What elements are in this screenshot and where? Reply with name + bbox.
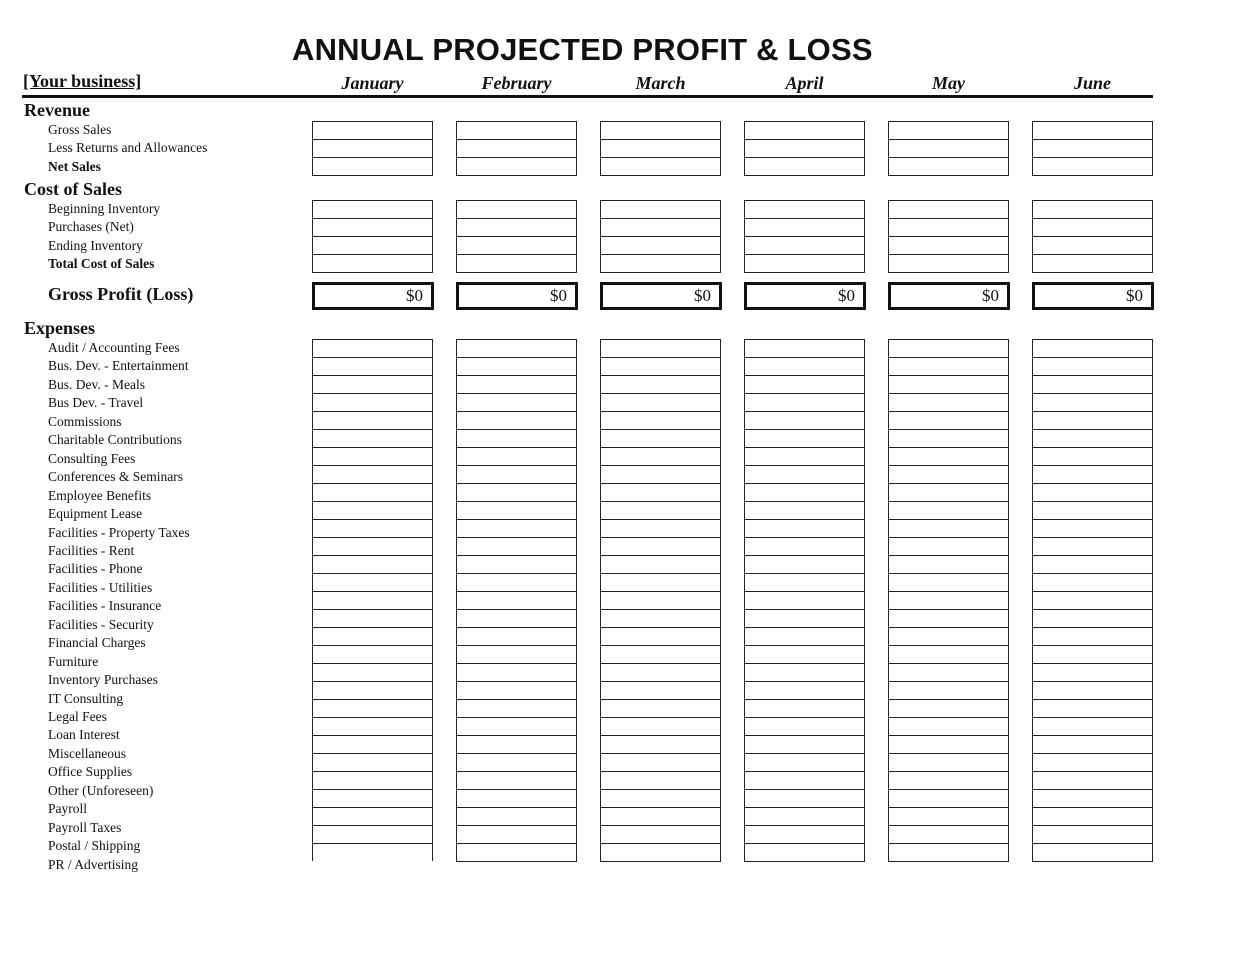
input-cell[interactable]	[1033, 237, 1152, 255]
cost-of-sales-box	[600, 200, 721, 273]
month-header-april: April	[785, 73, 824, 93]
input-cell[interactable]	[889, 394, 1008, 412]
row-label: Facilities - Security	[48, 616, 154, 632]
input-cell[interactable]	[313, 140, 432, 158]
input-cell[interactable]	[745, 466, 864, 484]
revenue-box	[312, 121, 433, 176]
input-cell[interactable]	[601, 736, 720, 754]
input-cell[interactable]	[889, 219, 1008, 237]
gross-profit-amount: $0	[694, 286, 711, 305]
input-cell[interactable]	[745, 700, 864, 718]
input-cell[interactable]	[457, 646, 576, 664]
section-expenses: Expenses	[24, 318, 96, 338]
input-cell[interactable]	[1033, 736, 1152, 754]
input-cell[interactable]	[1033, 844, 1152, 861]
input-cell[interactable]	[601, 412, 720, 430]
input-cell[interactable]	[889, 412, 1008, 430]
input-cell[interactable]	[1033, 646, 1152, 664]
input-cell[interactable]	[457, 538, 576, 556]
gross-profit-amount: $0	[838, 286, 855, 305]
input-cell[interactable]	[313, 358, 432, 376]
input-cell[interactable]	[313, 502, 432, 520]
input-cell[interactable]	[889, 466, 1008, 484]
input-cell[interactable]	[745, 826, 864, 844]
input-cell[interactable]	[457, 826, 576, 844]
input-cell[interactable]	[313, 520, 432, 538]
input-cell[interactable]	[457, 122, 576, 140]
input-cell[interactable]	[457, 574, 576, 592]
input-cell[interactable]	[457, 394, 576, 412]
business-name[interactable]: [Your business]	[23, 71, 142, 91]
input-cell[interactable]	[745, 682, 864, 700]
input-cell[interactable]	[745, 394, 864, 412]
input-cell[interactable]	[1033, 628, 1152, 646]
input-cell[interactable]	[601, 646, 720, 664]
input-cell[interactable]	[601, 808, 720, 826]
input-cell[interactable]	[457, 664, 576, 682]
input-cell[interactable]	[313, 484, 432, 502]
input-cell[interactable]	[601, 122, 720, 140]
input-cell[interactable]	[745, 736, 864, 754]
input-cell[interactable]	[1033, 122, 1152, 140]
input-cell[interactable]	[745, 255, 864, 272]
row-label: Facilities - Utilities	[48, 579, 153, 595]
input-cell[interactable]	[1033, 826, 1152, 844]
row-label: Furniture	[48, 653, 99, 669]
input-cell[interactable]	[601, 219, 720, 237]
input-cell[interactable]	[313, 736, 432, 754]
row-label: Conferences & Seminars	[48, 469, 183, 485]
input-cell[interactable]	[1033, 376, 1152, 394]
revenue-box	[1032, 121, 1153, 176]
input-cell[interactable]	[313, 754, 432, 772]
expenses-box	[456, 339, 577, 862]
input-cell[interactable]	[889, 430, 1008, 448]
input-cell[interactable]	[1033, 340, 1152, 358]
input-cell[interactable]	[457, 448, 576, 466]
input-cell[interactable]	[313, 808, 432, 826]
row-label: Total Cost of Sales	[48, 256, 155, 272]
input-cell[interactable]	[745, 237, 864, 255]
input-cell[interactable]	[313, 448, 432, 466]
input-cell[interactable]	[601, 790, 720, 808]
input-cell[interactable]	[1033, 754, 1152, 772]
revenue-box	[888, 121, 1009, 176]
input-cell[interactable]	[457, 718, 576, 736]
input-cell[interactable]	[313, 682, 432, 700]
input-cell[interactable]	[1033, 808, 1152, 826]
input-cell[interactable]	[457, 376, 576, 394]
row-label: Bus. Dev. - Entertainment	[48, 358, 189, 374]
row-label: Audit / Accounting Fees	[48, 340, 180, 355]
input-cell[interactable]	[889, 520, 1008, 538]
input-cell[interactable]	[601, 376, 720, 394]
input-cell[interactable]	[889, 340, 1008, 358]
input-cell[interactable]	[745, 219, 864, 237]
input-cell[interactable]	[601, 255, 720, 272]
input-cell[interactable]	[313, 664, 432, 682]
input-cell[interactable]	[1033, 574, 1152, 592]
row-label: Purchases (Net)	[48, 219, 134, 235]
input-cell[interactable]	[889, 844, 1008, 861]
expenses-box	[600, 339, 721, 862]
input-cell[interactable]	[313, 430, 432, 448]
input-cell[interactable]	[457, 140, 576, 158]
input-cell[interactable]	[745, 754, 864, 772]
gross-profit-value	[1032, 282, 1154, 310]
expenses-box	[888, 339, 1009, 862]
input-cell[interactable]	[745, 376, 864, 394]
input-cell[interactable]	[601, 158, 720, 175]
input-cell[interactable]	[1033, 358, 1152, 376]
input-cell[interactable]	[601, 140, 720, 158]
input-cell[interactable]	[1033, 700, 1152, 718]
input-cell[interactable]	[601, 826, 720, 844]
row-label: Financial Charges	[48, 635, 146, 651]
input-cell[interactable]	[457, 412, 576, 430]
input-cell[interactable]	[601, 574, 720, 592]
row-label: Employee Benefits	[48, 487, 152, 503]
input-cell[interactable]	[889, 237, 1008, 255]
input-cell[interactable]	[889, 502, 1008, 520]
input-cell[interactable]	[601, 448, 720, 466]
month-header-june: June	[1073, 73, 1111, 93]
input-cell[interactable]	[745, 358, 864, 376]
input-cell[interactable]	[889, 376, 1008, 394]
cost-of-sales-box	[744, 200, 865, 273]
input-cell[interactable]	[457, 219, 576, 237]
input-cell[interactable]	[1033, 394, 1152, 412]
input-cell[interactable]	[745, 448, 864, 466]
input-cell[interactable]	[1033, 520, 1152, 538]
expenses-box	[312, 339, 433, 861]
input-cell[interactable]	[889, 736, 1008, 754]
revenue-box	[456, 121, 577, 176]
input-cell[interactable]	[457, 484, 576, 502]
input-cell[interactable]	[457, 430, 576, 448]
input-cell[interactable]	[601, 628, 720, 646]
input-cell[interactable]	[313, 412, 432, 430]
input-cell[interactable]	[889, 682, 1008, 700]
input-cell[interactable]	[889, 628, 1008, 646]
input-cell[interactable]	[313, 237, 432, 255]
section-cost-of-sales: Cost of Sales	[24, 179, 122, 199]
input-cell[interactable]	[1033, 772, 1152, 790]
input-cell[interactable]	[601, 394, 720, 412]
input-cell[interactable]	[889, 754, 1008, 772]
input-cell[interactable]	[457, 682, 576, 700]
cost-of-sales-box	[1032, 200, 1153, 273]
input-cell[interactable]	[601, 520, 720, 538]
input-cell[interactable]	[1033, 466, 1152, 484]
input-cell[interactable]	[457, 736, 576, 754]
month-header-march: March	[635, 73, 686, 93]
input-cell[interactable]	[601, 772, 720, 790]
input-cell[interactable]	[1033, 412, 1152, 430]
row-label: Bus Dev. - Travel	[48, 395, 144, 411]
input-cell[interactable]	[457, 237, 576, 255]
input-cell[interactable]	[1033, 718, 1152, 736]
input-cell[interactable]	[313, 826, 432, 844]
input-cell[interactable]	[457, 772, 576, 790]
input-cell[interactable]	[1033, 484, 1152, 502]
input-cell[interactable]	[313, 700, 432, 718]
input-cell[interactable]	[601, 664, 720, 682]
row-label: PR / Advertising	[48, 856, 139, 872]
cost-of-sales-box	[456, 200, 577, 273]
input-cell[interactable]	[601, 237, 720, 255]
row-label: Gross Sales	[48, 122, 112, 137]
input-cell[interactable]	[313, 219, 432, 237]
input-cell[interactable]	[457, 556, 576, 574]
input-cell[interactable]	[313, 646, 432, 664]
input-cell[interactable]	[601, 610, 720, 628]
input-cell[interactable]	[889, 448, 1008, 466]
input-cell[interactable]	[601, 466, 720, 484]
gross-profit-value	[600, 282, 722, 310]
row-label: Postal / Shipping	[48, 838, 141, 854]
input-cell[interactable]	[1033, 610, 1152, 628]
input-cell[interactable]	[745, 430, 864, 448]
input-cell[interactable]	[889, 538, 1008, 556]
input-cell[interactable]	[457, 358, 576, 376]
gross-profit-amount: $0	[406, 286, 423, 305]
input-cell[interactable]	[601, 844, 720, 861]
input-cell[interactable]	[1033, 255, 1152, 272]
row-label: IT Consulting	[48, 690, 124, 706]
input-cell[interactable]	[457, 466, 576, 484]
input-cell[interactable]	[313, 340, 432, 358]
input-cell[interactable]	[457, 700, 576, 718]
input-cell[interactable]	[313, 122, 432, 140]
revenue-box	[744, 121, 865, 176]
input-cell[interactable]	[1033, 790, 1152, 808]
input-cell[interactable]	[457, 790, 576, 808]
input-cell[interactable]	[1033, 158, 1152, 175]
input-cell[interactable]	[313, 255, 432, 272]
row-label: Office Supplies	[48, 764, 133, 780]
input-cell[interactable]	[313, 158, 432, 175]
month-header-february: February	[481, 73, 552, 93]
row-label: Payroll Taxes	[48, 819, 122, 835]
input-cell[interactable]	[313, 718, 432, 736]
input-cell[interactable]	[745, 502, 864, 520]
row-label: Other (Unforeseen)	[48, 782, 154, 798]
input-cell[interactable]	[745, 122, 864, 140]
input-cell[interactable]	[889, 158, 1008, 175]
input-cell[interactable]	[745, 808, 864, 826]
input-cell[interactable]	[745, 538, 864, 556]
input-cell[interactable]	[457, 255, 576, 272]
input-cell[interactable]	[889, 772, 1008, 790]
input-cell[interactable]	[313, 556, 432, 574]
gross-profit-value	[456, 282, 578, 310]
row-label: Net Sales	[48, 158, 101, 174]
input-cell[interactable]	[1033, 502, 1152, 520]
input-cell[interactable]	[313, 592, 432, 610]
input-cell[interactable]	[889, 700, 1008, 718]
input-cell[interactable]	[601, 538, 720, 556]
header-rule	[22, 95, 1153, 98]
input-cell[interactable]	[745, 201, 864, 219]
input-cell[interactable]	[601, 718, 720, 736]
input-cell[interactable]	[313, 394, 432, 412]
row-label: Charitable Contributions	[48, 432, 182, 448]
revenue-box	[600, 121, 721, 176]
input-cell[interactable]	[745, 574, 864, 592]
input-cell[interactable]	[1033, 140, 1152, 158]
input-cell[interactable]	[313, 538, 432, 556]
input-cell[interactable]	[889, 826, 1008, 844]
input-cell[interactable]	[313, 790, 432, 808]
expenses-box	[744, 339, 865, 862]
input-cell[interactable]	[1033, 538, 1152, 556]
input-cell[interactable]	[601, 556, 720, 574]
input-cell[interactable]	[1033, 430, 1152, 448]
input-cell[interactable]	[889, 718, 1008, 736]
input-cell[interactable]	[601, 484, 720, 502]
row-label: Less Returns and Allowances	[48, 140, 208, 156]
input-cell[interactable]	[601, 502, 720, 520]
input-cell[interactable]	[745, 140, 864, 158]
input-cell[interactable]	[457, 628, 576, 646]
row-label: Beginning Inventory	[48, 201, 161, 216]
gross-profit-label: Gross Profit (Loss)	[48, 284, 194, 304]
cost-of-sales-box	[888, 200, 1009, 273]
row-label: Equipment Lease	[48, 506, 143, 522]
input-cell[interactable]	[1033, 592, 1152, 610]
input-cell[interactable]	[457, 592, 576, 610]
input-cell[interactable]	[313, 376, 432, 394]
input-cell[interactable]	[313, 628, 432, 646]
input-cell[interactable]	[745, 412, 864, 430]
input-cell[interactable]	[889, 646, 1008, 664]
row-label: Bus. Dev. - Meals	[48, 376, 145, 392]
gross-profit-amount: $0	[1126, 286, 1143, 305]
section-revenue: Revenue	[24, 100, 90, 120]
month-header-may: May	[932, 73, 965, 93]
input-cell[interactable]	[889, 122, 1008, 140]
input-cell[interactable]	[745, 158, 864, 175]
input-cell[interactable]	[601, 430, 720, 448]
input-cell[interactable]	[313, 772, 432, 790]
cost-of-sales-box	[312, 200, 433, 273]
input-cell[interactable]	[745, 484, 864, 502]
input-cell[interactable]	[745, 556, 864, 574]
input-cell[interactable]	[313, 466, 432, 484]
row-label: Consulting Fees	[48, 450, 136, 466]
input-cell[interactable]	[457, 340, 576, 358]
input-cell[interactable]	[889, 140, 1008, 158]
row-label: Ending Inventory	[48, 237, 143, 253]
row-label: Legal Fees	[48, 709, 107, 724]
input-cell[interactable]	[457, 520, 576, 538]
month-header-january: January	[341, 73, 404, 93]
row-label: Facilities - Insurance	[48, 598, 162, 614]
row-label: Commissions	[48, 413, 122, 429]
input-cell[interactable]	[457, 502, 576, 520]
input-cell[interactable]	[889, 574, 1008, 592]
row-label: Miscellaneous	[48, 745, 126, 761]
input-cell[interactable]	[601, 754, 720, 772]
input-cell[interactable]	[745, 628, 864, 646]
input-cell[interactable]	[745, 664, 864, 682]
gross-profit-value	[888, 282, 1010, 310]
input-cell[interactable]	[745, 610, 864, 628]
input-cell[interactable]	[889, 790, 1008, 808]
input-cell[interactable]	[889, 484, 1008, 502]
input-cell[interactable]	[745, 718, 864, 736]
input-cell[interactable]	[601, 340, 720, 358]
input-cell[interactable]	[889, 808, 1008, 826]
input-cell[interactable]	[457, 754, 576, 772]
input-cell[interactable]	[745, 772, 864, 790]
input-cell[interactable]	[457, 201, 576, 219]
input-cell[interactable]	[313, 201, 432, 219]
input-cell[interactable]	[745, 340, 864, 358]
input-cell[interactable]	[1033, 664, 1152, 682]
input-cell[interactable]	[457, 844, 576, 861]
input-cell[interactable]	[889, 556, 1008, 574]
input-cell[interactable]	[889, 610, 1008, 628]
input-cell[interactable]	[457, 158, 576, 175]
input-cell[interactable]	[313, 844, 432, 861]
input-cell[interactable]	[889, 592, 1008, 610]
input-cell[interactable]	[457, 808, 576, 826]
input-cell[interactable]	[889, 255, 1008, 272]
row-label: Facilities - Property Taxes	[48, 524, 190, 540]
row-label: Facilities - Rent	[48, 542, 135, 558]
input-cell[interactable]	[1033, 219, 1152, 237]
input-cell[interactable]	[601, 682, 720, 700]
input-cell[interactable]	[1033, 556, 1152, 574]
input-cell[interactable]	[1033, 448, 1152, 466]
gross-profit-amount: $0	[982, 286, 999, 305]
gross-profit-value	[312, 282, 434, 310]
expenses-box	[1032, 339, 1153, 862]
gross-profit-amount: $0	[550, 286, 567, 305]
input-cell[interactable]	[601, 201, 720, 219]
gross-profit-value	[744, 282, 866, 310]
input-cell[interactable]	[601, 592, 720, 610]
input-cell[interactable]	[745, 844, 864, 861]
input-cell[interactable]	[889, 664, 1008, 682]
input-cell[interactable]	[457, 610, 576, 628]
page-title: ANNUAL PROJECTED PROFIT & LOSS	[292, 32, 873, 67]
input-cell[interactable]	[745, 790, 864, 808]
input-cell[interactable]	[313, 610, 432, 628]
input-cell[interactable]	[745, 520, 864, 538]
row-label: Payroll	[48, 801, 87, 817]
input-cell[interactable]	[601, 358, 720, 376]
input-cell[interactable]	[1033, 201, 1152, 219]
input-cell[interactable]	[889, 358, 1008, 376]
row-label: Facilities - Phone	[48, 561, 143, 577]
input-cell[interactable]	[1033, 682, 1152, 700]
input-cell[interactable]	[745, 646, 864, 664]
row-label: Loan Interest	[48, 727, 120, 743]
input-cell[interactable]	[889, 201, 1008, 219]
input-cell[interactable]	[601, 700, 720, 718]
input-cell[interactable]	[745, 592, 864, 610]
row-label: Inventory Purchases	[48, 672, 158, 688]
input-cell[interactable]	[313, 574, 432, 592]
